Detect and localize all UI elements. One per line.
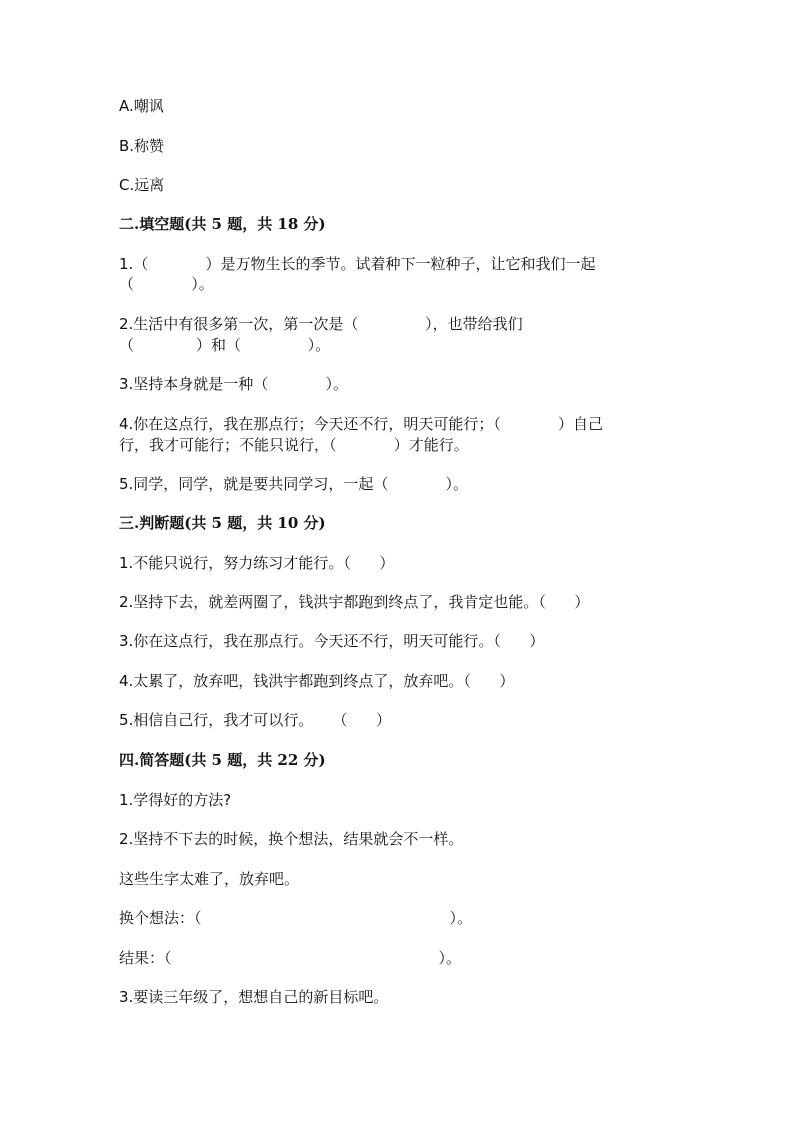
choice-a: A.嘲讽 bbox=[119, 97, 164, 115]
short-q2-result: 结果：（ ）。 bbox=[119, 949, 462, 967]
choice-b: B.称赞 bbox=[119, 137, 165, 155]
short-q1: 1.学得好的方法? bbox=[119, 791, 232, 809]
section-4-heading: 四.简答题(共 5 题，共 22 分) bbox=[119, 751, 326, 769]
section-2-heading: 二.填空题(共 5 题，共 18 分) bbox=[119, 215, 326, 233]
fill-q4-line2: 行，我才可能行；不能只说行，（ ）才能行。 bbox=[119, 436, 469, 454]
short-q2-alt-thought: 换个想法：（ ）。 bbox=[119, 909, 472, 927]
judge-q4: 4.太累了，放弃吧，钱洪宇都跑到终点了，放弃吧。（ ） bbox=[119, 672, 515, 690]
short-q2: 2.坚持不下去的时候，换个想法，结果就会不一样。 bbox=[119, 830, 464, 848]
fill-q1-line2: （ ）。 bbox=[119, 275, 214, 293]
fill-q2-line2: （ ）和（ ）。 bbox=[119, 336, 331, 354]
judge-q1: 1.不能只说行，努力练习才能行。（ ） bbox=[119, 554, 395, 572]
fill-q1-line1: 1.（ ）是万物生长的季节。试着种下一粒种子，让它和我们一起 bbox=[119, 255, 596, 273]
judge-q5: 5.相信自己行，我才可以行。 （ ） bbox=[119, 711, 391, 729]
section-3-heading: 三.判断题(共 5 题，共 10 分) bbox=[119, 514, 326, 532]
judge-q3: 3.你在这点行，我在那点行。今天还不行，明天可能行。（ ） bbox=[119, 632, 545, 650]
short-q2-example: 这些生字太难了，放弃吧。 bbox=[119, 870, 300, 888]
short-q3: 3.要读三年级了，想想自己的新目标吧。 bbox=[119, 988, 389, 1006]
choice-c: C.远离 bbox=[119, 176, 165, 194]
fill-q3: 3.坚持本身就是一种（ ）。 bbox=[119, 375, 349, 393]
fill-q2-line1: 2.生活中有很多第一次，第一次是（ ），也带给我们 bbox=[119, 315, 523, 333]
judge-q2: 2.坚持下去，就差两圈了，钱洪宇都跑到终点了，我肯定也能。（ ） bbox=[119, 593, 590, 611]
fill-q5: 5.同学，同学，就是要共同学习，一起（ ）。 bbox=[119, 475, 469, 493]
fill-q4-line1: 4.你在这点行，我在那点行；今天还不行，明天可能行；（ ）自己 bbox=[119, 415, 604, 433]
